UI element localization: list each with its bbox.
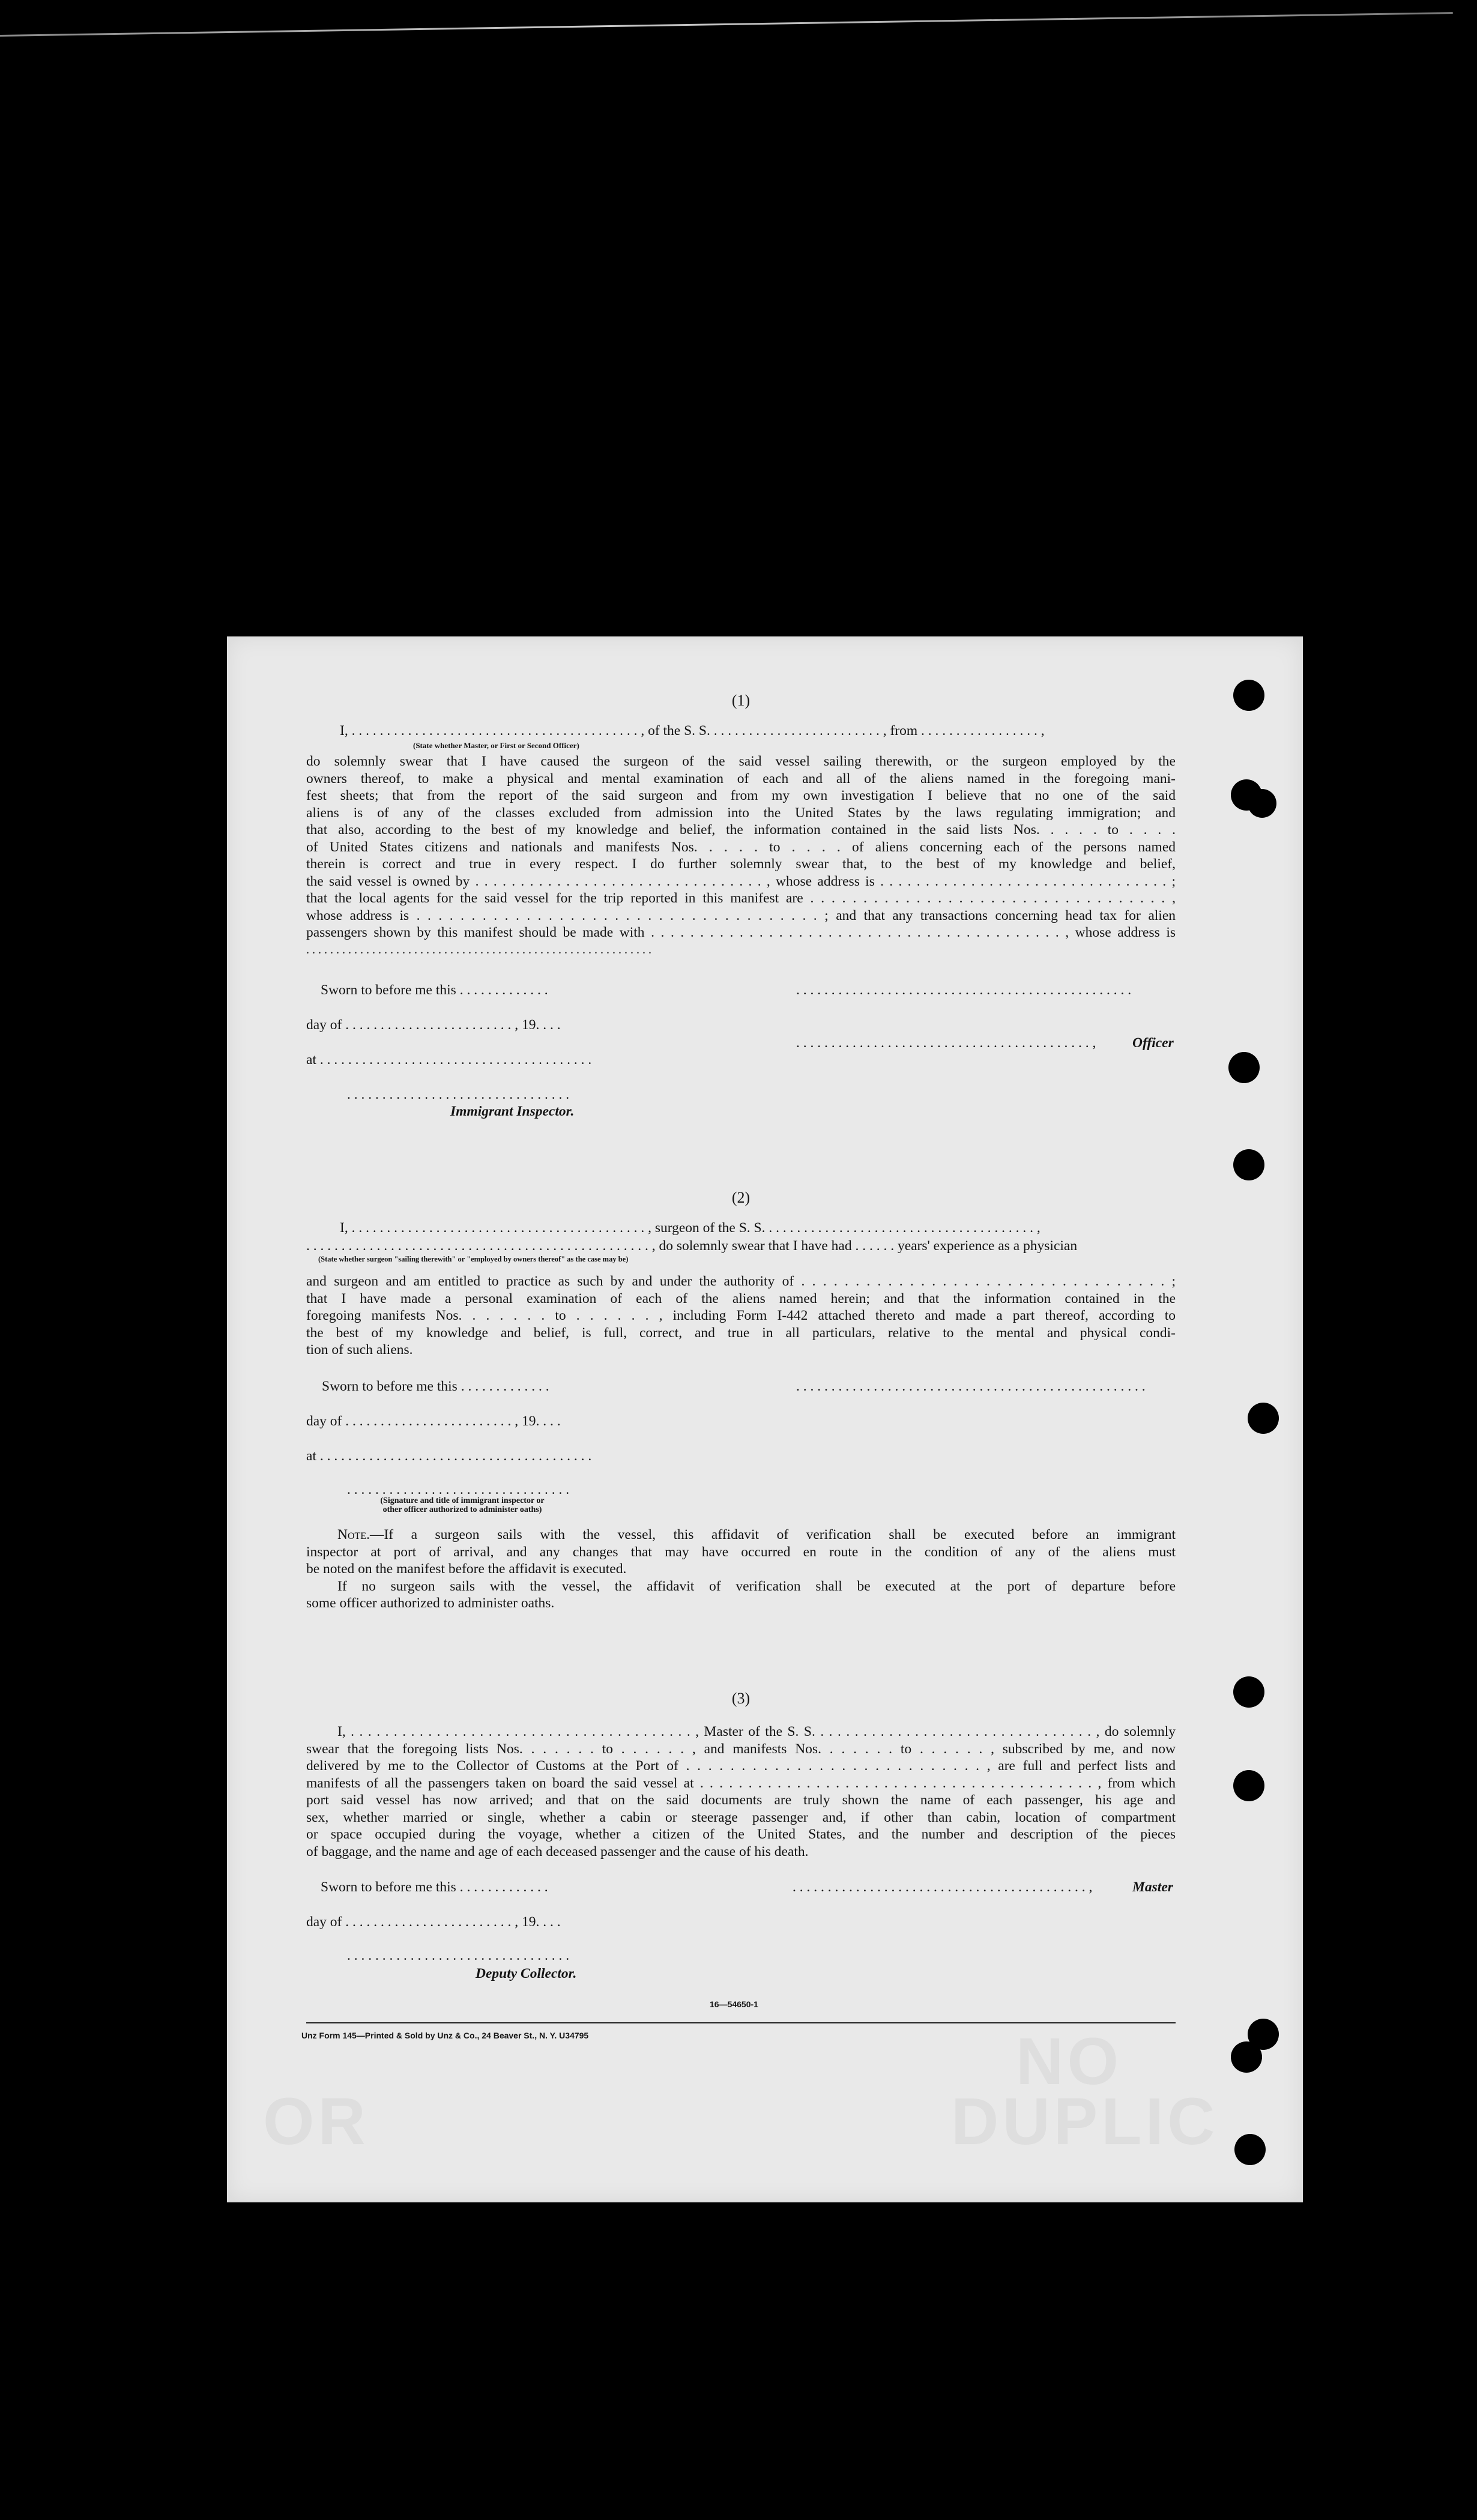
note-line: If no surgeon sails with the vessel, the affidavit of verification shall be executed at the port of departure before <box>337 1578 1176 1594</box>
section-1-rank-caption: (State whether Master, or First or Second Officer) <box>413 741 579 750</box>
section-2-number: (2) <box>731 1189 751 1206</box>
deputy-collector-title: Deputy Collector. <box>476 1966 577 1981</box>
officer-signature-dots: . . . . . . . . . . . . . . . . . . . . . . . . . . . . . . . . . . . . . . . . . . . . . . . . <box>796 982 1132 998</box>
note-text: —If a surgeon sails with the vessel, this affidavit of verification shall be executed before an immigrant <box>369 1527 1176 1543</box>
bleed-through-mark: NO <box>1016 2025 1122 2098</box>
body-line: that the local agents for the said vessel for the trip reported in this manifest are . . . . . . . . . . . . . . . . . . . . . . . . . . . . . . . . . . , <box>306 890 1176 906</box>
body-line: delivered by me to the Collector of Customs at the Port of . . . . . . . . . . . . . . . . . . . . . . . . . . . , are full and perfect lists and <box>306 1758 1176 1774</box>
note-label: Note. <box>337 1527 370 1543</box>
footer-rule <box>306 2022 1176 2023</box>
master-signature-dots: . . . . . . . . . . . . . . . . . . . . . . . . . . . . . . . . . . . . . . . . . . , <box>793 1879 1093 1895</box>
section-1-body <box>306 753 1176 958</box>
body-line: tion of such aliens. <box>306 1342 413 1358</box>
immigrant-inspector-title: Immigrant Inspector. <box>450 1104 575 1119</box>
signature-dots: . . . . . . . . . . . . . . . . . . . . . . . . . . . . . . . . <box>347 1087 570 1102</box>
master-label: Master <box>1132 1879 1173 1895</box>
punch-hole <box>1233 680 1264 711</box>
body-line: owners thereof, to make a physical and mental examination of each and all of the aliens named in the foregoing mani- <box>306 770 1176 787</box>
body-line: manifests of all the passengers taken on board the said vessel at . . . . . . . . . . . . . . . . . . . . . . . . . . . . . . . . . . . . . . . . . , from which <box>306 1775 1176 1791</box>
punch-hole <box>1231 2041 1262 2073</box>
bleed-through-mark: DUPLIC <box>951 2085 1219 2159</box>
note-line <box>306 1526 1176 1544</box>
officer-label: Officer <box>1132 1035 1174 1051</box>
section-2-line-2: . . . . . . . . . . . . . . . . . . . . . . . . . . . . . . . . . . . . . . . . . . . . . . . . . , do solemnly swear that I have had . . . . . . years' experience as a physician <box>306 1238 1078 1254</box>
body-line: sex, whether married or single, whether a cabin or steerage passenger and, if other than cabin, location of compartment <box>306 1809 1176 1825</box>
surgeon-signature-dots: . . . . . . . . . . . . . . . . . . . . . . . . . . . . . . . . . . . . . . . . . . . . . . . . . . <box>796 1379 1146 1394</box>
section-3-body <box>306 1723 1176 1860</box>
body-line: of baggage, and the name and age of each deceased passenger and the cause of his death. <box>306 1843 809 1860</box>
section-1-number: (1) <box>731 692 751 709</box>
section-2-surgeon-caption: (State whether surgeon "sailing therewith" or "employed by owners thereof" as the case may be) <box>318 1255 629 1263</box>
punch-hole <box>1234 2134 1266 2165</box>
at-line: at . . . . . . . . . . . . . . . . . . . . . . . . . . . . . . . . . . . . . . . <box>306 1448 592 1464</box>
body-line: the best of my knowledge and belief, is full, correct, and true in all particulars, relative to the mental and physical condi- <box>306 1325 1176 1341</box>
body-line: therein is correct and true in every respect. I do further solemnly swear that, to the best of my knowledge and belief, <box>306 856 1176 872</box>
note-line: some officer authorized to administer oaths. <box>306 1595 555 1611</box>
sworn-line: Sworn to before me this . . . . . . . . . . . . . <box>321 1879 548 1895</box>
scanner-edge-line <box>0 12 1453 37</box>
punch-hole <box>1228 1052 1260 1083</box>
punch-hole <box>1233 1770 1264 1801</box>
signature-caption-line: other officer authorized to administer oaths) <box>382 1505 542 1514</box>
punch-hole <box>1248 1403 1279 1434</box>
body-line: of United States citizens and nationals and manifests Nos. . . . . to . . . . of aliens concerning each of the persons named <box>306 839 1176 855</box>
sworn-line: Sworn to before me this . . . . . . . . . . . . . <box>321 982 548 998</box>
body-line: fest sheets; that from the report of the said surgeon and from my own investigation I believe that no one of the said <box>306 788 1176 803</box>
sworn-line: Sworn to before me this . . . . . . . . . . . . . <box>322 1379 549 1394</box>
section-1-oath-line: I, . . . . . . . . . . . . . . . . . . . . . . . . . . . . . . . . . . . . . . . . . , of the S. S. . . . . . . . . . . . . . . . . . . . . . . . . , from . . . . . . . . . . . . . . . . . , <box>340 723 1045 739</box>
body-line: . . . . . . . . . . . . . . . . . . . . . . . . . . . . . . . . . . . . . . . . . . . . . . . . . . . . . . . . . . <box>306 943 651 956</box>
day-line: day of . . . . . . . . . . . . . . . . . . . . . . . . , 19. . . . <box>306 1413 561 1429</box>
body-line: aliens is of any of the classes excluded from admission into the United States by the laws regulating immigration; and <box>306 805 1176 821</box>
body-line: port said vessel has now arrived; and that on the said documents are truly shown the name of each passenger, his age and <box>306 1792 1176 1808</box>
body-line: and surgeon and am entitled to practice as such by and under the authority of . . . . . . . . . . . . . . . . . . . . . . . . . . . . . . . . . . ; <box>306 1274 1176 1289</box>
body-line: the said vessel is owned by . . . . . . . . . . . . . . . . . . . . . . . . . . . . . . . . , whose address is . . . . . . . . . . . . . . . . . . . . . . . . . . . . . . . . ; <box>306 873 1176 889</box>
section-2-body <box>306 1273 1176 1359</box>
section-2-line-1: I, . . . . . . . . . . . . . . . . . . . . . . . . . . . . . . . . . . . . . . . . . . , surgeon of the S. S. . . . . . . . . . . . . . . . . . . . . . . . . . . . . . . . . . . . . . . , <box>340 1220 1041 1236</box>
day-line: day of . . . . . . . . . . . . . . . . . . . . . . . . , 19. . . . <box>306 1017 561 1033</box>
form-code: 16—54650-1 <box>710 1999 758 2009</box>
day-line: day of . . . . . . . . . . . . . . . . . . . . . . . . , 19. . . . <box>306 1914 561 1930</box>
signature-caption <box>348 1496 576 1514</box>
body-line: swear that the foregoing lists Nos. . . . . . . to . . . . . . , and manifests Nos. . . . . . . to . . . . . . , subscribed by me, and now <box>306 1741 1176 1757</box>
document-page <box>227 636 1303 2202</box>
punch-hole <box>1248 789 1276 818</box>
body-line: foregoing manifests Nos. . . . . . . to . . . . . . , including Form I-442 attached thereto and made a part thereof, according to <box>306 1308 1176 1323</box>
note-line: inspector at port of arrival, and any changes that may have occurred en route in the condition of any of the aliens must <box>306 1544 1176 1560</box>
punch-hole <box>1233 1676 1264 1708</box>
bleed-through-mark: OR <box>263 2085 369 2159</box>
body-line: or space occupied during the voyage, whether a citizen of the United States, and the number and description of the pieces <box>306 1827 1176 1842</box>
body-line: whose address is . . . . . . . . . . . . . . . . . . . . . . . . . . . . . . . . . . . . . ; and that any transactions concerning head tax for alien <box>306 907 1176 923</box>
body-line: I, . . . . . . . . . . . . . . . . . . . . . . . . . . . . . . . . . . . . . . . . , Master of the S. S. . . . . . . . . . . . . . . . . . . . . . . . . . . . . . . . . , do solemnly <box>337 1724 1176 1739</box>
officer-name-dots: . . . . . . . . . . . . . . . . . . . . . . . . . . . . . . . . . . . . . . . . . . , <box>796 1035 1096 1051</box>
section-3-number: (3) <box>731 1690 751 1707</box>
at-line: at . . . . . . . . . . . . . . . . . . . . . . . . . . . . . . . . . . . . . . . <box>306 1052 592 1068</box>
signature-dots: . . . . . . . . . . . . . . . . . . . . . . . . . . . . . . . . <box>347 1948 570 1963</box>
body-line: that also, according to the best of my knowledge and belief, the information contained in the said lists Nos. . . . . to . . . . <box>306 822 1176 838</box>
signature-dots: . . . . . . . . . . . . . . . . . . . . . . . . . . . . . . . . <box>347 1482 570 1497</box>
punch-hole <box>1233 1149 1264 1180</box>
section-2-note <box>306 1526 1176 1612</box>
signature-caption-line: (Signature and title of immigrant inspector or <box>380 1496 545 1505</box>
printer-imprint: Unz Form 145—Printed & Sold by Unz & Co., 24 Beaver St., N. Y. U34795 <box>301 2031 589 2040</box>
body-line: that I have made a personal examination of each of the aliens named herein; and that the information contained in the <box>306 1290 1176 1307</box>
body-line: do solemnly swear that I have caused the surgeon of the said vessel sailing therewith, or the surgeon employed by the <box>306 754 1176 769</box>
body-line: passengers shown by this manifest should be made with . . . . . . . . . . . . . . . . . . . . . . . . . . . . . . . . . . . . . . . . . . , whose address is <box>306 925 1176 940</box>
note-line: be noted on the manifest before the affidavit is executed. <box>306 1561 627 1577</box>
